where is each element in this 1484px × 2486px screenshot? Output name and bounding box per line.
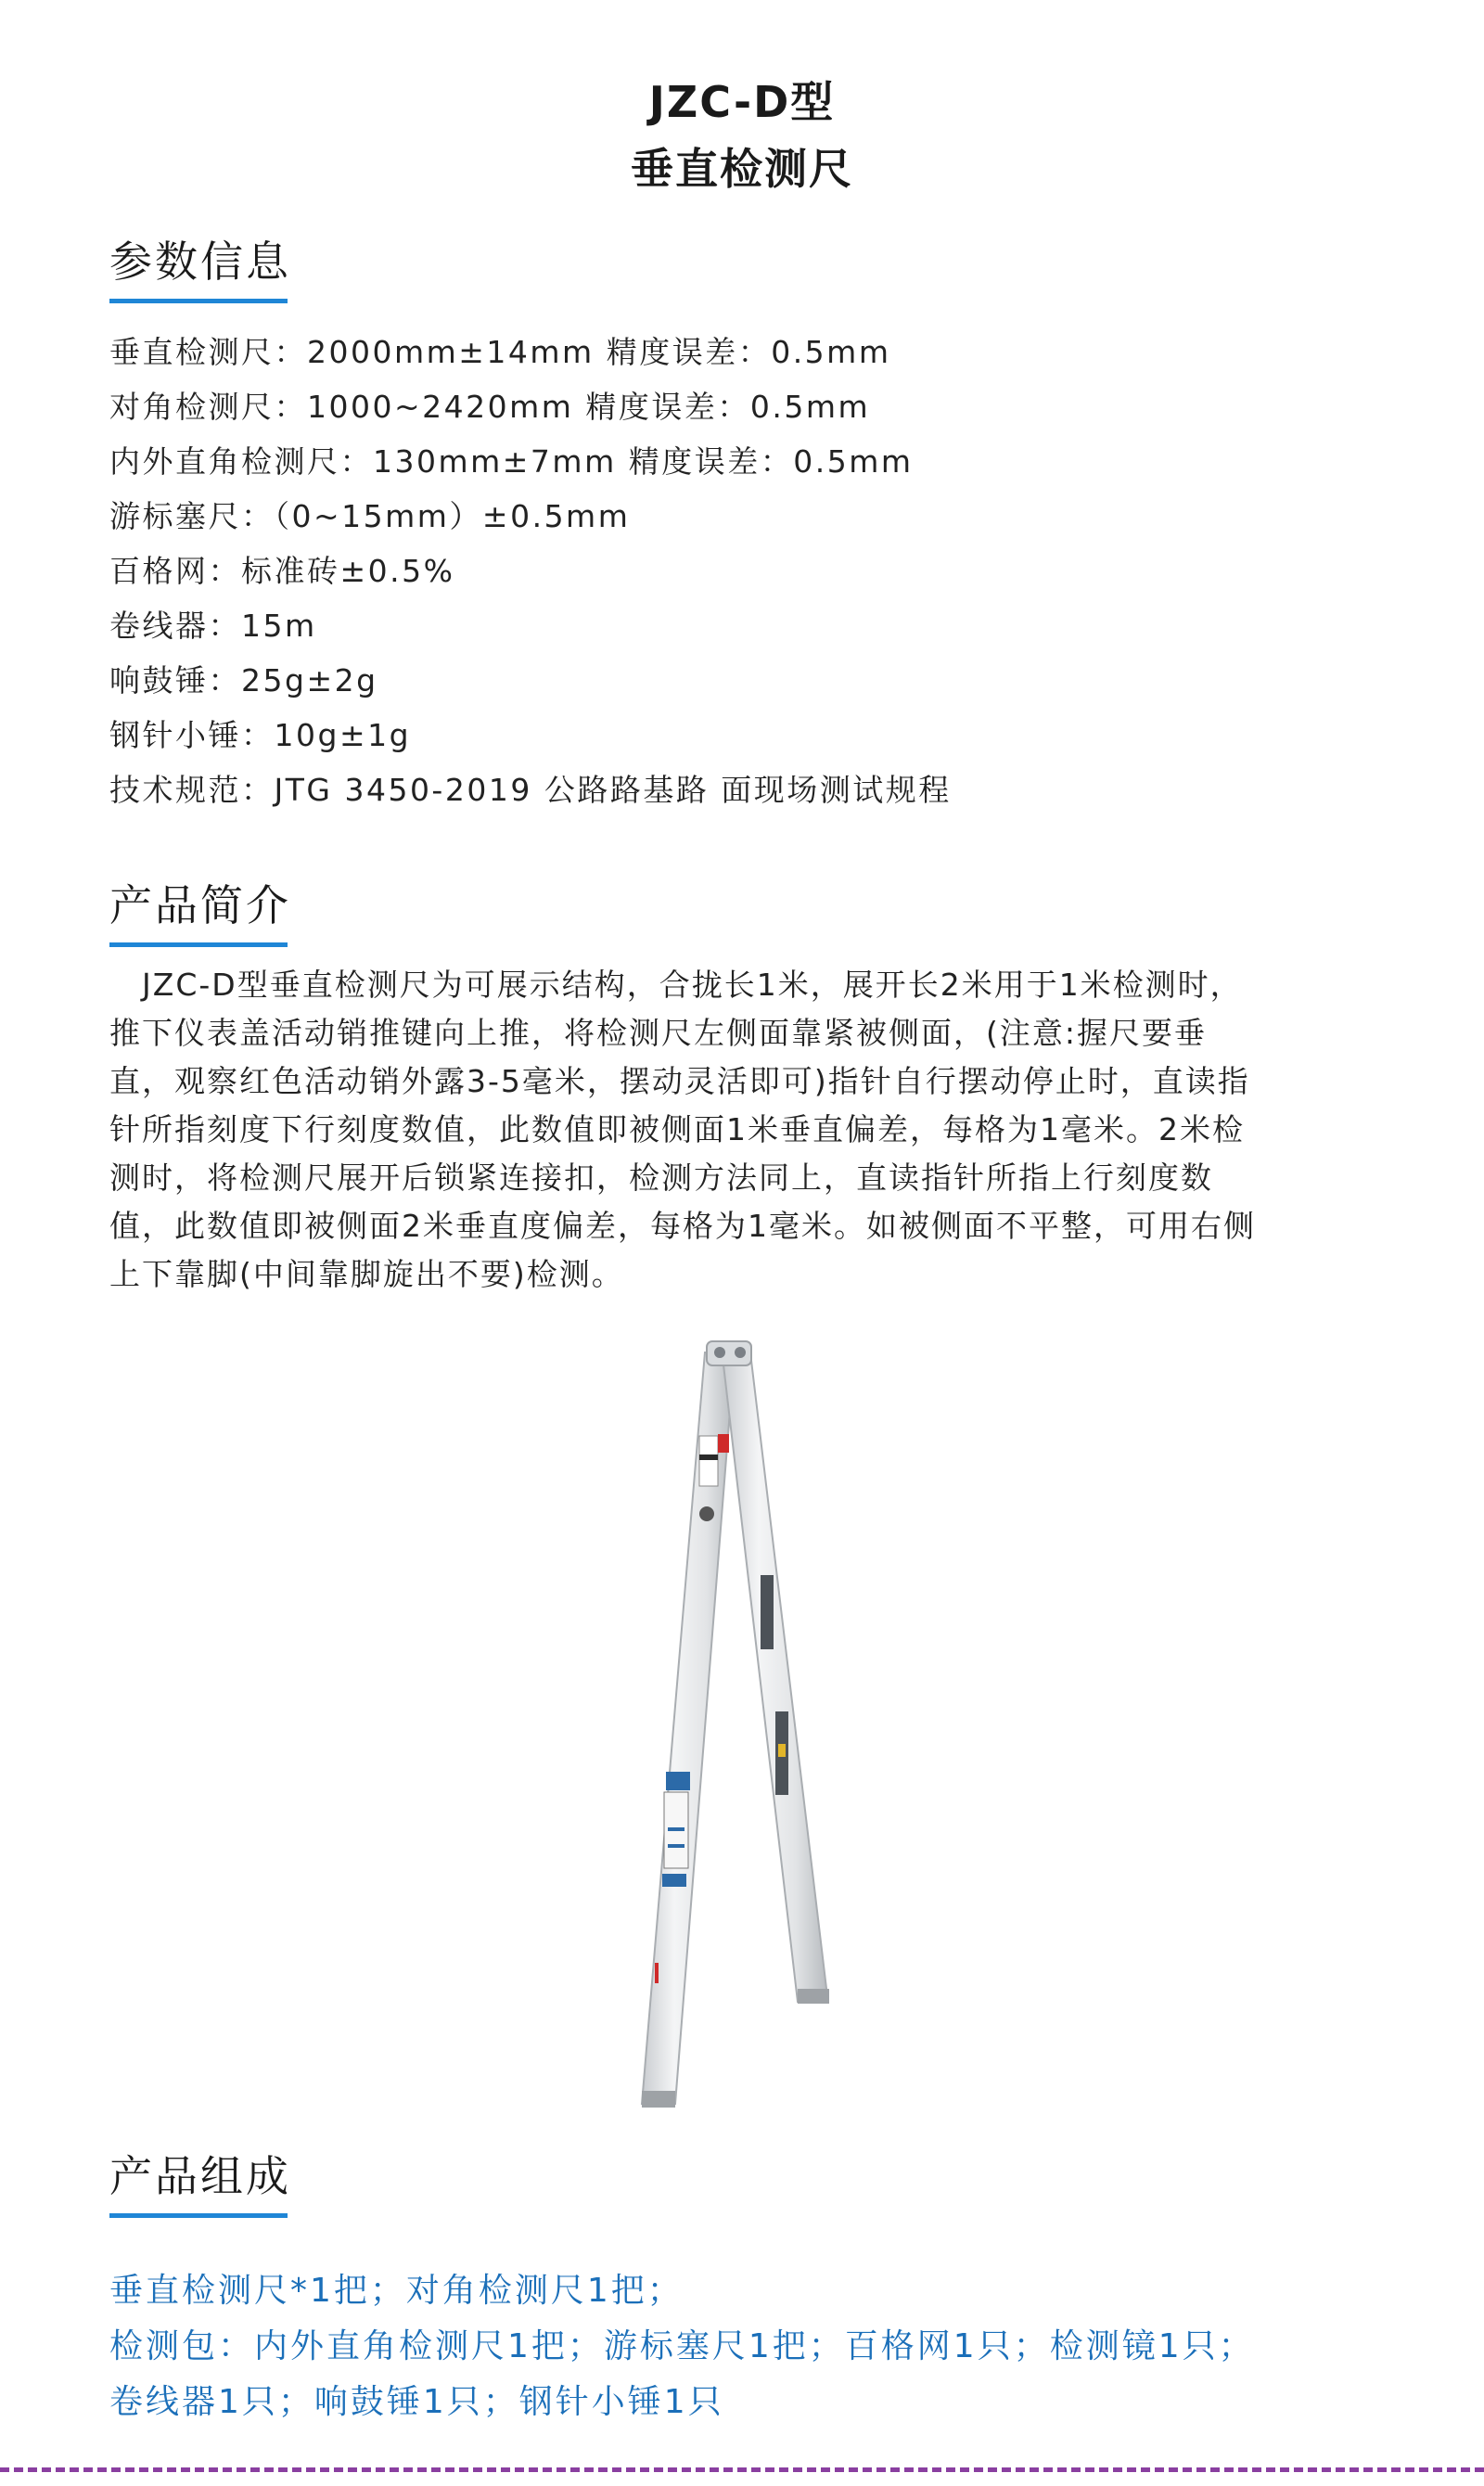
spec-item: 百格网：标准砖±0.5%	[109, 553, 455, 589]
spec-item: 钢针小锤：10g±1g	[109, 717, 412, 753]
spec-item: 技术规范：JTG 3450-2019 公路路基路 面现场测试规程	[109, 772, 952, 808]
composition-item: 垂直检测尺*1把；对角检测尺1把；	[109, 2272, 684, 2310]
composition-heading: 产品组成	[109, 2151, 291, 2201]
composition-item: 卷线器1只；响鼓锤1只；钢针小锤1只	[109, 2383, 724, 2421]
spec-item: 游标塞尺：（0~15mm）±0.5mm	[109, 498, 631, 534]
specs-heading-underline	[109, 299, 288, 303]
intro-heading: 产品简介	[109, 880, 291, 930]
bottom-divider	[0, 2467, 1484, 2472]
intro-line: JZC-D型垂直检测尺为可展示结构，合拢长1米，展开长2米用于1米检测时，	[109, 967, 1243, 1003]
intro-paragraph	[109, 961, 1389, 1299]
intro-line: 上下靠脚(中间靠脚旋出不要)检测。	[109, 1256, 624, 1292]
spec-item: 内外直角检测尺：130mm±7mm 精度误差：0.5mm	[109, 443, 914, 480]
intro-line: 测时，将检测尺展开后锁紧连接扣，检测方法同上，直读指针所指上行刻度数	[109, 1160, 1213, 1196]
intro-line: 针所指刻度下行刻度数值，此数值即被侧面1米垂直偏差，每格为1毫米。2米检	[109, 1111, 1245, 1147]
product-model-title: JZC-D型	[648, 77, 836, 127]
spec-item: 响鼓锤：25g±2g	[109, 662, 378, 698]
spec-item: 卷线器：15m	[109, 608, 317, 644]
specs-heading: 参数信息	[109, 237, 291, 287]
intro-line: 推下仪表盖活动销推键向上推，将检测尺左侧面靠紧被侧面，(注意:握尺要垂	[109, 1015, 1207, 1051]
spec-item: 垂直检测尺：2000mm±14mm 精度误差：0.5mm	[109, 334, 891, 370]
composition-list	[109, 2263, 1255, 2430]
composition-item: 检测包：内外直角检测尺1把；游标塞尺1把；百格网1只；检测镜1只；	[109, 2327, 1255, 2365]
intro-line: 值，此数值即被侧面2米垂直度偏差，每格为1毫米。如被侧面不平整，可用右侧	[109, 1208, 1256, 1244]
spec-item: 对角检测尺：1000~2420mm 精度误差：0.5mm	[109, 389, 871, 425]
folding-ruler-image	[621, 1336, 863, 2115]
intro-line: 直，观察红色活动销外露3-5毫米，摆动灵活即可)指针自行摆动停止时，直读指	[109, 1063, 1250, 1099]
composition-heading-underline	[109, 2213, 288, 2218]
spec-list	[109, 325, 952, 817]
product-name-title: 垂直检测尺	[631, 144, 853, 194]
intro-heading-underline	[109, 942, 288, 947]
